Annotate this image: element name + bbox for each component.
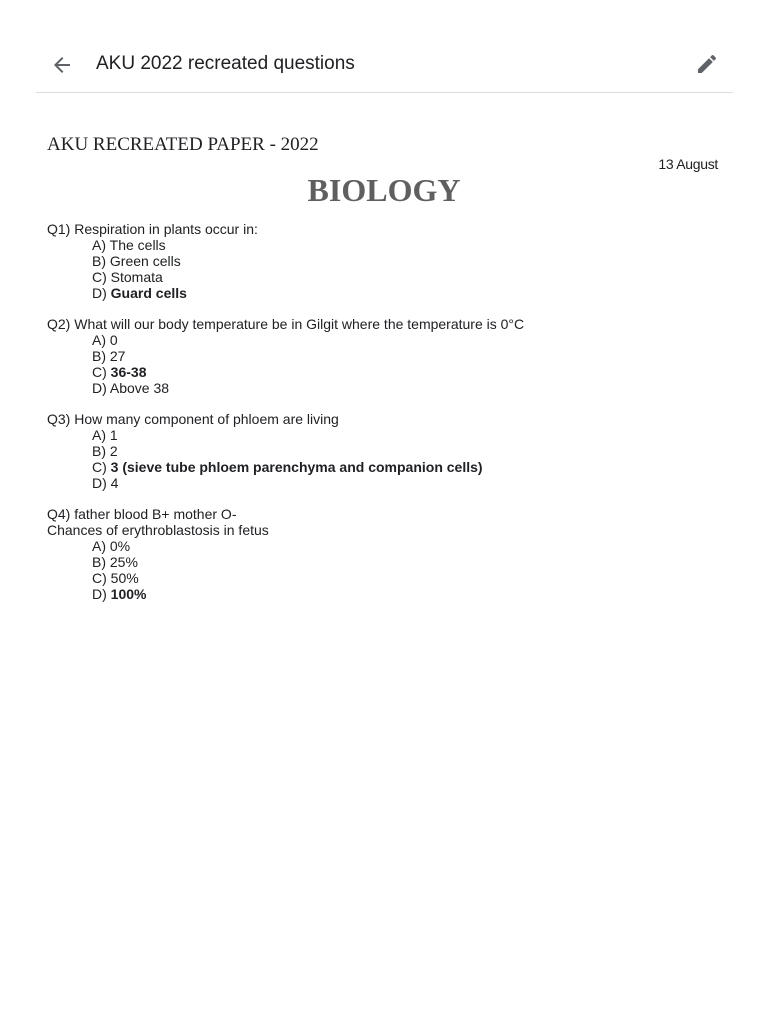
document-title: AKU 2022 recreated questions xyxy=(96,53,355,74)
answer-option xyxy=(47,570,727,586)
correct-answer-text: Guard cells xyxy=(110,285,187,301)
option-letter: A) xyxy=(92,538,110,554)
answer-option xyxy=(47,380,727,396)
answer-option xyxy=(47,237,727,253)
option-letter: C) xyxy=(92,459,111,475)
subject-heading: BIOLOGY xyxy=(307,172,461,208)
question-text: Q3) How many component of phloem are living xyxy=(47,411,339,427)
question-4 xyxy=(47,506,727,602)
option-letter: C) xyxy=(92,269,111,285)
answer-option xyxy=(47,332,727,348)
option-text: Green cells xyxy=(109,253,181,269)
answer-option xyxy=(47,475,727,491)
correct-answer-text: 100% xyxy=(110,586,147,602)
option-text: 27 xyxy=(109,348,126,364)
arrow-back-icon xyxy=(50,53,74,77)
option-text: 1 xyxy=(109,427,118,443)
option-letter: D) xyxy=(92,586,111,602)
paper-date: 13 August xyxy=(658,156,718,172)
answer-option xyxy=(47,364,727,380)
pencil-edit-icon xyxy=(695,52,719,76)
option-letter: B) xyxy=(92,554,110,570)
question-text: Q4) father blood B+ mother O- xyxy=(47,506,237,522)
option-letter: A) xyxy=(92,237,110,253)
question-1 xyxy=(47,221,727,301)
question-text: Q1) Respiration in plants occur in: xyxy=(47,221,258,237)
option-text: 0% xyxy=(109,538,131,554)
option-letter: A) xyxy=(92,332,110,348)
answer-option xyxy=(47,253,727,269)
option-letter: C) xyxy=(92,364,111,380)
option-letter: A) xyxy=(92,427,110,443)
paper-title: AKU RECREATED PAPER - 2022 xyxy=(47,134,319,155)
option-text: Stomata xyxy=(110,269,163,285)
option-letter: D) xyxy=(92,285,111,301)
answer-option xyxy=(47,459,727,475)
option-text: Above 38 xyxy=(109,380,170,396)
option-letter: D) xyxy=(92,380,110,396)
option-text: 25% xyxy=(109,554,138,570)
answer-option xyxy=(47,554,727,570)
answer-option xyxy=(47,538,727,554)
option-text: 50% xyxy=(110,570,139,586)
answer-option xyxy=(47,443,727,459)
option-letter: D) xyxy=(92,475,111,491)
option-letter: C) xyxy=(92,570,111,586)
top-app-bar xyxy=(36,37,733,93)
document-page xyxy=(47,133,727,617)
option-letter: B) xyxy=(92,253,110,269)
option-letter: B) xyxy=(92,443,110,459)
correct-answer-text: 3 (sieve tube phloem parenchyma and companion cells) xyxy=(110,459,483,475)
question-2 xyxy=(47,316,727,396)
question-text: Q2) What will our body temperature be in Gilgit where the temperature is 0°C xyxy=(47,316,525,332)
correct-answer-text: 36-38 xyxy=(110,364,147,380)
option-text: 4 xyxy=(110,475,119,491)
answer-option xyxy=(47,586,727,602)
question-text-continued: Chances of erythroblastosis in fetus xyxy=(47,522,269,538)
option-text: 2 xyxy=(109,443,118,459)
answer-option xyxy=(47,269,727,285)
back-button[interactable] xyxy=(50,53,74,77)
option-letter: B) xyxy=(92,348,110,364)
edit-button[interactable] xyxy=(695,52,719,76)
answer-option xyxy=(47,285,727,301)
question-3 xyxy=(47,411,727,491)
answer-option xyxy=(47,348,727,364)
option-text: 0 xyxy=(109,332,118,348)
answer-option xyxy=(47,427,727,443)
option-text: The cells xyxy=(109,237,166,253)
question-list xyxy=(47,221,727,602)
